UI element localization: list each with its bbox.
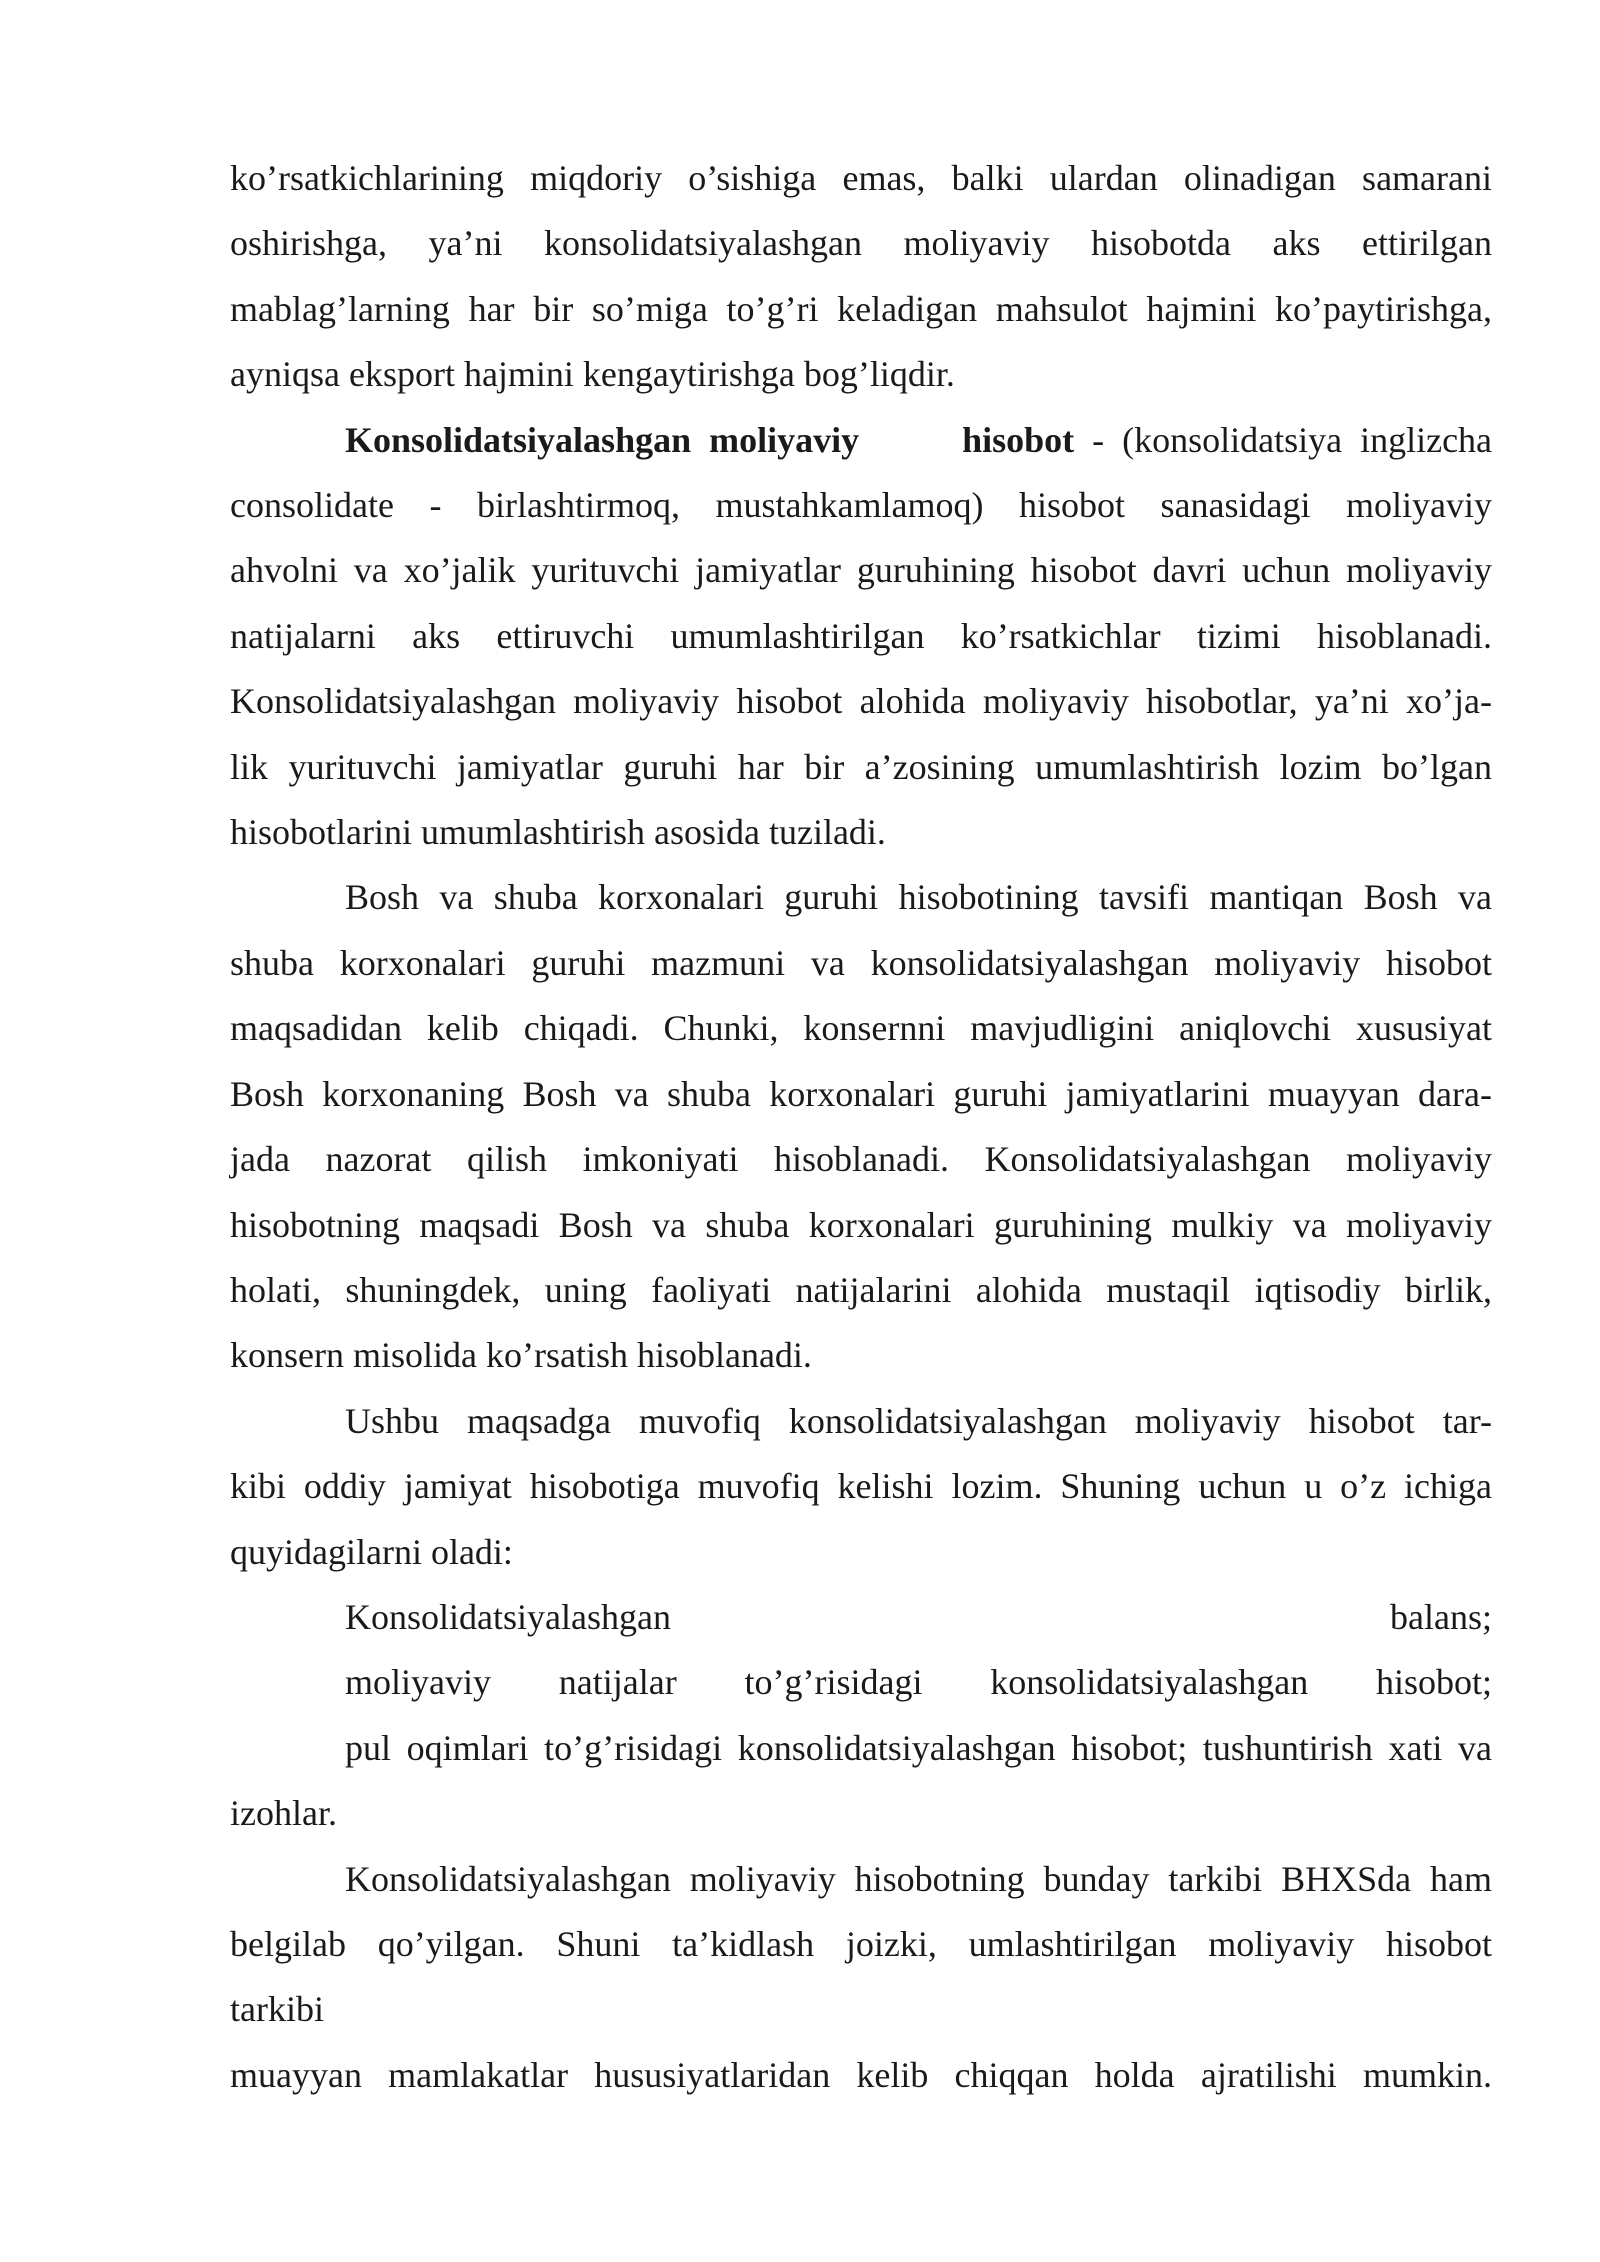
- document-page: [230, 146, 1492, 2108]
- text-line: shuba korxonalari guruhi mazmuni va konsolidatsiyalashgan moliyaviy hisobot: [230, 942, 1492, 983]
- text-line: holati, shuningdek, uning faoliyati natijalarini alohida mustaqil iqtisodiy birlik,: [230, 1269, 1492, 1310]
- text-line: kibi oddiy jamiyat hisobotiga muvofiq kelishi lozim. Shuning uchun u o’z ichiga: [230, 1466, 1492, 1507]
- text-line: oshirishga, ya’ni konsolidatsiyalashgan moliyaviy hisobotda aks ettirilgan: [230, 223, 1492, 264]
- text-line: mablag’larning har bir so’miga to’g’ri keladigan mahsulot hajmini ko’paytirishga,: [230, 288, 1492, 329]
- list-item: moliyaviy natijalar to’g’risidagi konsolidatsiyalashgan hisobot;: [345, 1662, 1492, 1703]
- list-item-continuation: izohlar.: [230, 1793, 337, 1834]
- term-bold: Konsolidatsiyalashgan moliyaviy: [345, 419, 860, 460]
- text-line: muayyan mamlakatlar hususiyatlaridan kelib chiqqan holda ajratilishi mumkin.: [230, 2054, 1492, 2095]
- text-line: ahvolni va xo’jalik yurituvchi jamiyatlar guruhining hisobot davri uchun moliyaviy: [230, 550, 1492, 591]
- text-line: jada nazorat qilish imkoniyati hisoblanadi. Konsolidatsiyalashgan moliyaviy: [230, 1139, 1492, 1180]
- text-line: ko’rsatkichlarining miqdoriy o’sishiga emas, balki ulardan olinadigan samarani: [230, 158, 1492, 198]
- text-line: lik yurituvchi jamiyatlar guruhi har bir a’zosining umumlashtirish lozim bo’lgan: [230, 746, 1492, 787]
- text-line: Konsolidatsiyalashgan moliyaviy hisobot alohida moliyaviy hisobotlar, ya’ni xo’ja-: [230, 681, 1492, 722]
- text-line: Ushbu maqsadga muvofiq konsolidatsiyalashgan moliyaviy hisobot tar-: [345, 1400, 1492, 1441]
- paragraph-4: [230, 1389, 1492, 1585]
- text-line: [230, 408, 1492, 473]
- text-line: tarkibi: [230, 1989, 324, 2030]
- list-item: pul oqimlari to’g’risidagi konsolidatsiyalashgan hisobot; tushuntirish xati va: [345, 1727, 1492, 1768]
- text-line: Konsolidatsiyalashgan moliyaviy hisobotning bunday tarkibi BHXSda ham: [345, 1858, 1492, 1899]
- text-line: consolidate - birlashtirmoq, mustahkamlamoq) hisobot sanasidagi moliyaviy: [230, 485, 1492, 526]
- report-components-list: [230, 1585, 1492, 1847]
- paragraph-1: [230, 146, 1492, 408]
- list-item: Konsolidatsiyalashgan balans;: [345, 1596, 1492, 1637]
- term-bold: hisobot: [962, 419, 1075, 460]
- text-line: konsern misolida ko’rsatish hisoblanadi.: [230, 1335, 812, 1376]
- text-line: belgilab qo’yilgan. Shuni ta’kidlash joizki, umlashtirilgan moliyaviy hisobot: [230, 1923, 1492, 1964]
- text-line: quyidagilarni oladi:: [230, 1531, 513, 1572]
- text-line: ayniqsa eksport hajmini kengaytirishga bog’liqdir.: [230, 354, 955, 395]
- text-line: natijalarni aks ettiruvchi umumlashtirilgan ko’rsatkichlar tizimi hisoblanadi.: [230, 615, 1492, 656]
- paragraph-5: [230, 1847, 1492, 2109]
- text-line: hisobotlarini umumlashtirish asosida tuziladi.: [230, 812, 886, 853]
- text-line: Bosh va shuba korxonalari guruhi hisobotining tavsifi mantiqan Bosh va: [345, 877, 1492, 918]
- paragraph-2: [230, 408, 1492, 866]
- text-line: maqsadidan kelib chiqadi. Chunki, konsernni mavjudligini aniqlovchi xususiyat: [230, 1008, 1492, 1049]
- text-line: hisobotning maqsadi Bosh va shuba korxonalari guruhining mulkiy va moliyaviy: [230, 1204, 1492, 1245]
- text-run: - (konsolidatsiya inglizcha: [1092, 419, 1493, 460]
- paragraph-3: [230, 865, 1492, 1388]
- text-line: Bosh korxonaning Bosh va shuba korxonalari guruhi jamiyatlarini muayyan dara-: [230, 1073, 1492, 1114]
